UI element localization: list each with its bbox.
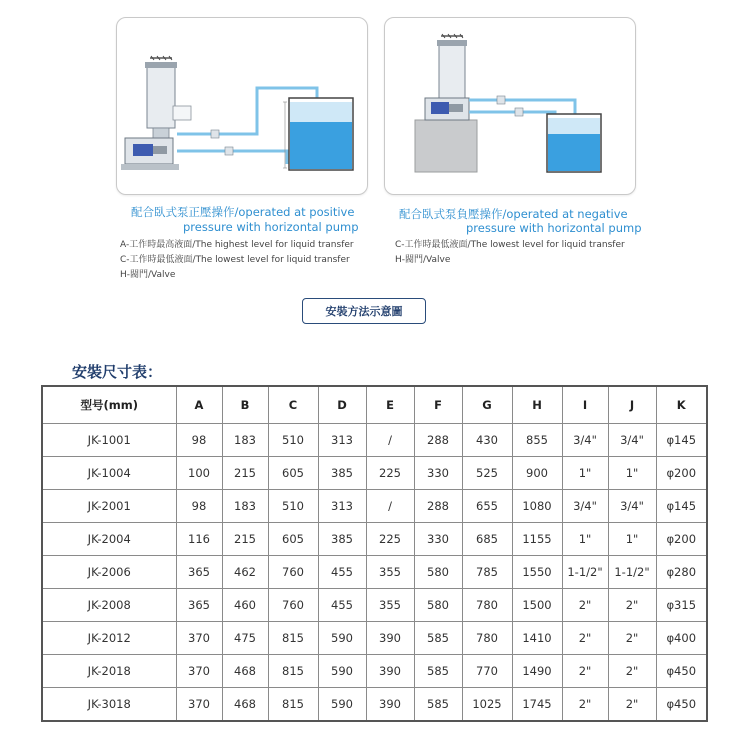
dimension-cell: φ200 xyxy=(656,457,707,490)
dimension-cell: 605 xyxy=(268,457,318,490)
dimension-cell: 525 xyxy=(462,457,512,490)
dimension-cell: 1" xyxy=(562,523,608,556)
dimension-cell: 390 xyxy=(366,622,414,655)
dimension-cell: 365 xyxy=(176,589,222,622)
col-header-g: G xyxy=(462,386,512,424)
dimension-cell: 2" xyxy=(562,622,608,655)
dimension-cell: 390 xyxy=(366,655,414,688)
dimension-cell: 3/4" xyxy=(608,424,656,457)
model-cell: JK-1001 xyxy=(42,424,176,457)
dimension-cell: 855 xyxy=(512,424,562,457)
left-caption-title-2: pressure with horizontal pump xyxy=(183,220,359,234)
dimension-cell: / xyxy=(366,490,414,523)
dimension-cell: 370 xyxy=(176,622,222,655)
dimension-cell: 215 xyxy=(222,523,268,556)
col-header-j: J xyxy=(608,386,656,424)
dimension-cell: 475 xyxy=(222,622,268,655)
right-note-h: H-閥門/Valve xyxy=(395,255,451,265)
table-row xyxy=(42,523,707,556)
dimension-cell: φ145 xyxy=(656,490,707,523)
dimension-cell: 2" xyxy=(608,622,656,655)
dimension-cell: 900 xyxy=(512,457,562,490)
dimension-cell: 455 xyxy=(318,589,366,622)
table-title: 安裝尺寸表： xyxy=(72,363,163,381)
dimension-cell: 3/4" xyxy=(608,490,656,523)
dimension-cell: 385 xyxy=(318,457,366,490)
dimension-cell: 3/4" xyxy=(562,424,608,457)
dimensions-table xyxy=(41,385,708,722)
table-body xyxy=(42,424,707,722)
dimension-cell: φ280 xyxy=(656,556,707,589)
dimension-cell: 655 xyxy=(462,490,512,523)
dimension-cell: 1490 xyxy=(512,655,562,688)
left-note-a: A-工作時最高液面/The highest level for liquid transfer xyxy=(120,240,354,250)
dimension-cell: 460 xyxy=(222,589,268,622)
dimension-cell: φ400 xyxy=(656,622,707,655)
dimension-cell: 468 xyxy=(222,688,268,722)
col-header-k: K xyxy=(656,386,707,424)
dimension-cell: 225 xyxy=(366,457,414,490)
dimension-cell: 2" xyxy=(562,688,608,722)
col-header-f: F xyxy=(414,386,462,424)
dimension-cell: 2" xyxy=(608,688,656,722)
dimension-cell: 183 xyxy=(222,424,268,457)
model-cell: JK-1004 xyxy=(42,457,176,490)
dimension-cell: 1410 xyxy=(512,622,562,655)
dimension-cell: 98 xyxy=(176,424,222,457)
dimension-cell: 288 xyxy=(414,490,462,523)
dimension-cell: 2" xyxy=(562,589,608,622)
dimension-cell: 580 xyxy=(414,556,462,589)
dimension-cell: 370 xyxy=(176,688,222,722)
dimension-cell: 1-1/2" xyxy=(608,556,656,589)
dimension-cell: φ450 xyxy=(656,655,707,688)
dimension-cell: 580 xyxy=(414,589,462,622)
dimension-cell: 1550 xyxy=(512,556,562,589)
col-header-c: C xyxy=(268,386,318,424)
dimension-cell: 462 xyxy=(222,556,268,589)
dimension-cell: 370 xyxy=(176,655,222,688)
table-row xyxy=(42,424,707,457)
model-cell: JK-2006 xyxy=(42,556,176,589)
dimension-cell: 1500 xyxy=(512,589,562,622)
model-cell: JK-3018 xyxy=(42,688,176,722)
left-note-h: H-閥門/Valve xyxy=(120,270,176,280)
model-cell: JK-2018 xyxy=(42,655,176,688)
col-header-e: E xyxy=(366,386,414,424)
col-header-d: D xyxy=(318,386,366,424)
dimension-cell: 2" xyxy=(608,655,656,688)
left-note-c: C-工作時最低液面/The lowest level for liquid transfer xyxy=(120,255,350,265)
table-row xyxy=(42,655,707,688)
dimension-cell: 585 xyxy=(414,655,462,688)
negative-pressure-illustration xyxy=(385,18,635,194)
dimension-cell: φ200 xyxy=(656,523,707,556)
dimension-cell: 605 xyxy=(268,523,318,556)
dimension-cell: 815 xyxy=(268,688,318,722)
dimension-cell: 585 xyxy=(414,622,462,655)
dimension-cell: 3/4" xyxy=(562,490,608,523)
dimension-cell: 785 xyxy=(462,556,512,589)
install-method-button[interactable]: 安裝方法示意圖 xyxy=(302,298,426,324)
dimension-cell: 355 xyxy=(366,556,414,589)
dimension-cell: 385 xyxy=(318,523,366,556)
dimension-cell: 685 xyxy=(462,523,512,556)
right-note-c: C-工作時最低液面/The lowest level for liquid transfer xyxy=(395,240,625,250)
dimension-cell: 2" xyxy=(608,589,656,622)
dimension-cell: / xyxy=(366,424,414,457)
table-row xyxy=(42,457,707,490)
dimension-cell: 2" xyxy=(562,655,608,688)
dimension-cell: 760 xyxy=(268,589,318,622)
table-row xyxy=(42,589,707,622)
dimension-cell: 590 xyxy=(318,688,366,722)
dimension-cell: 1-1/2" xyxy=(562,556,608,589)
dimension-cell: 288 xyxy=(414,424,462,457)
dimension-cell: 760 xyxy=(268,556,318,589)
dimension-cell: 313 xyxy=(318,424,366,457)
right-caption-title-1: 配合臥式泵負壓操作/operated at negative xyxy=(399,207,628,221)
dimension-cell: 100 xyxy=(176,457,222,490)
dimension-cell: 1" xyxy=(608,523,656,556)
diagram-positive-pressure xyxy=(116,17,368,195)
dimension-cell: 585 xyxy=(414,688,462,722)
dimension-cell: 365 xyxy=(176,556,222,589)
dimension-cell: 313 xyxy=(318,490,366,523)
table-row xyxy=(42,556,707,589)
col-header-h: H xyxy=(512,386,562,424)
dimension-cell: 590 xyxy=(318,655,366,688)
col-header-b: B xyxy=(222,386,268,424)
model-cell: JK-2008 xyxy=(42,589,176,622)
dimension-cell: 455 xyxy=(318,556,366,589)
dimension-cell: 780 xyxy=(462,589,512,622)
dimension-cell: φ315 xyxy=(656,589,707,622)
dimension-cell: 225 xyxy=(366,523,414,556)
dimension-cell: 330 xyxy=(414,523,462,556)
diagram-negative-pressure xyxy=(384,17,636,195)
dimension-cell: 510 xyxy=(268,424,318,457)
dimension-cell: 815 xyxy=(268,655,318,688)
dimension-cell: 770 xyxy=(462,655,512,688)
dimension-cell: 780 xyxy=(462,622,512,655)
dimension-cell: 430 xyxy=(462,424,512,457)
dimension-cell: 815 xyxy=(268,622,318,655)
dimension-cell: 215 xyxy=(222,457,268,490)
model-cell: JK-2012 xyxy=(42,622,176,655)
dimension-cell: 98 xyxy=(176,490,222,523)
dimension-cell: 183 xyxy=(222,490,268,523)
dimension-cell: φ450 xyxy=(656,688,707,722)
dimension-cell: 1155 xyxy=(512,523,562,556)
positive-pressure-illustration xyxy=(117,18,367,194)
dimension-cell: 1025 xyxy=(462,688,512,722)
table-row xyxy=(42,622,707,655)
dimension-cell: 510 xyxy=(268,490,318,523)
dimension-cell: 1" xyxy=(608,457,656,490)
model-cell: JK-2004 xyxy=(42,523,176,556)
table-header-row xyxy=(42,386,707,424)
table-row xyxy=(42,490,707,523)
dimension-cell: 1" xyxy=(562,457,608,490)
left-caption-title-1: 配合臥式泵正壓操作/operated at positive xyxy=(131,205,355,219)
model-cell: JK-2001 xyxy=(42,490,176,523)
right-caption-title-2: pressure with horizontal pump xyxy=(466,221,642,235)
dimension-cell: 590 xyxy=(318,622,366,655)
col-header-a: A xyxy=(176,386,222,424)
dimension-cell: 116 xyxy=(176,523,222,556)
col-header-i: I xyxy=(562,386,608,424)
table-row xyxy=(42,688,707,722)
dimension-cell: 1745 xyxy=(512,688,562,722)
dimension-cell: 1080 xyxy=(512,490,562,523)
dimension-cell: φ145 xyxy=(656,424,707,457)
dimension-cell: 390 xyxy=(366,688,414,722)
dimension-cell: 468 xyxy=(222,655,268,688)
dimension-cell: 330 xyxy=(414,457,462,490)
col-header-model: 型号(mm) xyxy=(42,386,176,424)
dimension-cell: 355 xyxy=(366,589,414,622)
